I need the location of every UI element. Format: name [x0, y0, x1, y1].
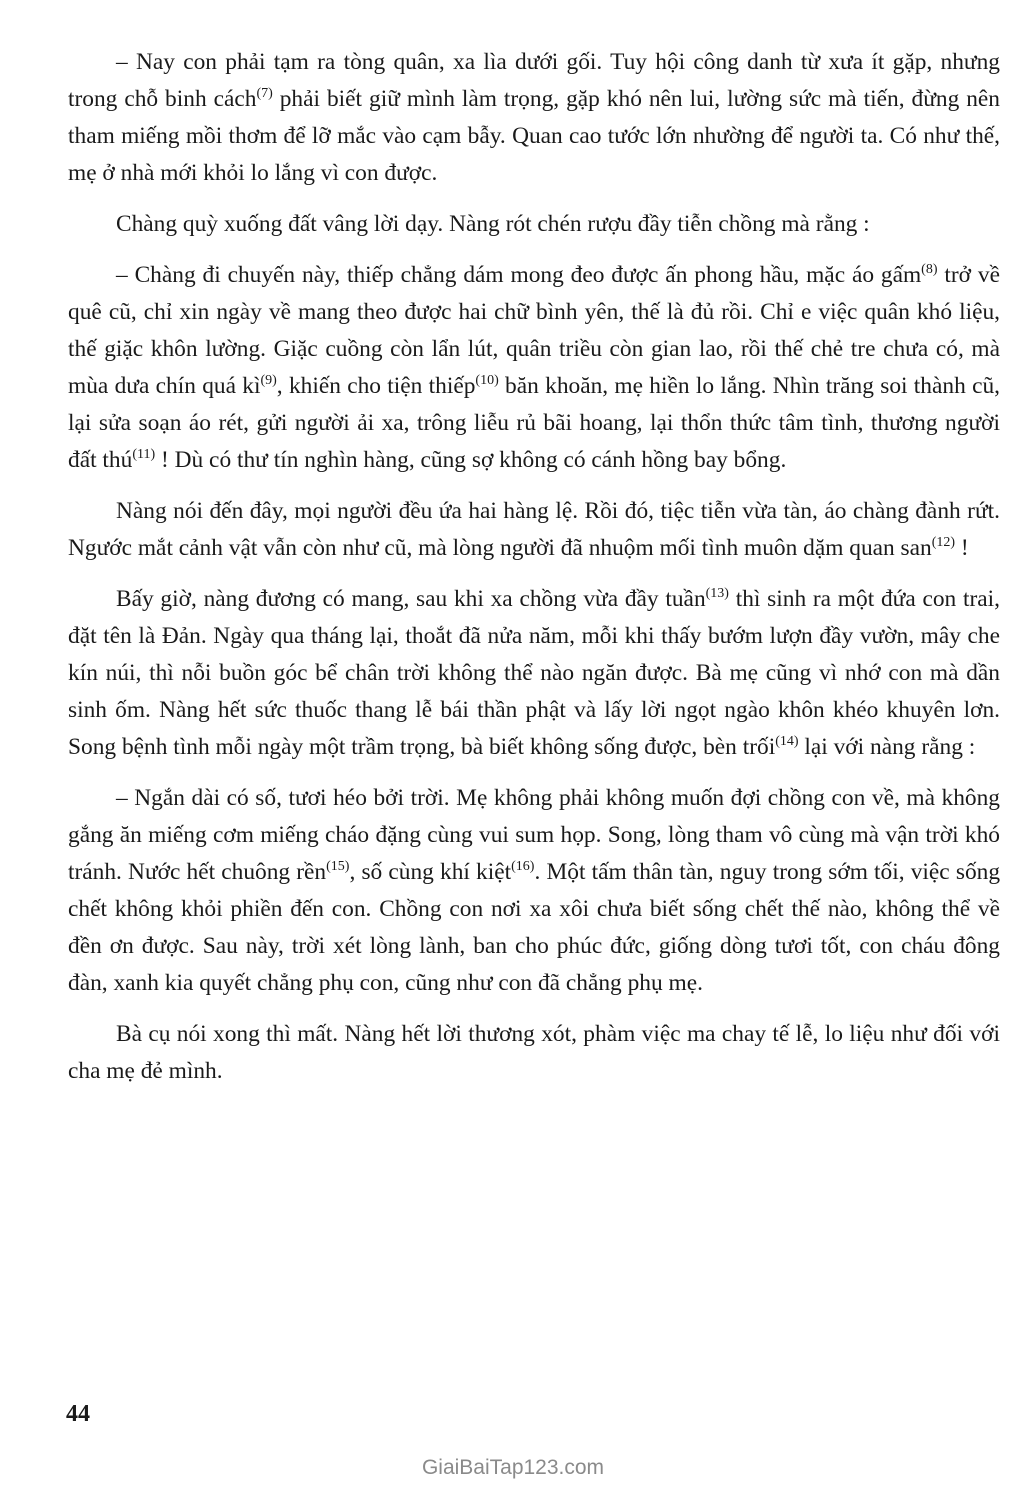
page-body	[68, 44, 1000, 1104]
footnote-marker: (12)	[931, 535, 956, 550]
paragraph-text: Nàng nói đến đây, mọi người đều ứa hai hàng lệ. Rồi đó, tiệc tiễn vừa tàn, áo chàng đành rứt. Ngước mắt cảnh vật vẫn còn như cũ, mà lòng người đã nhuộm mối tình muôn dặm quan san	[68, 498, 1000, 561]
footnote-marker: (13)	[705, 586, 729, 601]
paragraph-text: băn khoăn, mẹ hiền lo lắng. Nhìn trăng soi thành cũ, lại sửa soạn áo rét, gửi người ải xa, trông liễu rủ bãi hoang, lại thổn thức tâm tình, thương người đất thú	[68, 373, 1000, 473]
paragraph	[68, 493, 1000, 567]
paragraph-text: phải biết giữ mình làm trọng, gặp khó nên lui, lường sức mà tiến, đừng nên tham miếng mồi thơm để lỡ mắc vào cạm bẫy. Quan cao tước lớn nhường để người ta. Có như thế, mẹ ở nhà mới khỏi lo lắng vì con được.	[68, 86, 1000, 186]
footnote-marker: (7)	[256, 86, 273, 101]
paragraph-text: , số cùng khí kiệt	[349, 859, 512, 885]
paragraph	[68, 44, 1000, 192]
paragraph-text: – Nay con phải tạm ra tòng quân, xa lìa dưới gối. Tuy hội công danh từ xưa ít gặp, nhưng trong chỗ binh cách	[68, 49, 1000, 112]
paragraph-text: lại với nàng rằng :	[798, 734, 976, 760]
footnote-marker: (9)	[260, 373, 277, 388]
paragraph-text: – Chàng đi chuyến này, thiếp chẳng dám mong đeo được ấn phong hầu, mặc áo gấm	[116, 262, 922, 288]
footnote-marker: (15)	[326, 859, 350, 874]
paragraph	[68, 581, 1000, 766]
paragraph	[68, 257, 1000, 479]
footnote-marker: (8)	[921, 262, 938, 277]
footnote-marker: (14)	[775, 734, 799, 749]
paragraph-text: trở về quê cũ, chỉ xin ngày về mang theo được hai chữ bình yên, thế là đủ rồi. Chỉ e việc quân khó liệu, thế giặc khôn lường. Giặc cuồng còn lẩn lút, quân triều còn gian lao, rồi thế chẻ tre chưa có, mà mùa dưa chín quá kì	[68, 262, 1000, 399]
paragraph-text: thì sinh ra một đứa con trai, đặt tên là Đản. Ngày qua tháng lại, thoắt đã nửa năm, mỗi khi thấy bướm lượn đầy vườn, mây che kín núi, thì nỗi buồn góc bể chân trời không thể nào ngăn được. Bà mẹ cũng vì nhớ con mà dần sinh ốm. Nàng hết sức thuốc thang lễ bái thần phật và lấy lời ngọt ngào khôn khéo khuyên lơn. Song bệnh tình mỗi ngày một trầm trọng, bà biết không sống được, bèn trối	[68, 586, 1000, 760]
watermark: GiaiBaiTap123.com	[421, 1456, 605, 1479]
paragraph-text: Chàng quỳ xuống đất vâng lời dạy. Nàng rót chén rượu đầy tiễn chồng mà rằng :	[116, 211, 870, 237]
page-number: 44	[66, 1401, 90, 1427]
paragraph-text: Bấy giờ, nàng đương có mang, sau khi xa chồng vừa đầy tuần	[116, 586, 706, 612]
footnote-marker: (11)	[132, 447, 156, 462]
paragraph	[68, 206, 1000, 243]
paragraph-text: , khiến cho tiện thiếp	[276, 373, 476, 399]
paragraph-text: . Một tấm thân tàn, nguy trong sớm tối, việc sống chết không khỏi phiền đến con. Chồng con nơi xa xôi chưa biết sống chết thế nào, không thể về đền ơn được. Sau này, trời xét lòng lành, ban cho phúc đức, giống dòng tươi tốt, con cháu đông đàn, xanh kia quyết chẳng phụ con, cũng như con đã chẳng phụ mẹ.	[68, 859, 1001, 996]
paragraph-text: !	[955, 535, 969, 561]
paragraph-text: – Ngắn dài có số, tươi héo bởi trời. Mẹ không phải không muốn đợi chồng con về, mà không gắng ăn miếng cơm miếng cháo đặng cùng vui sum họp. Song, lòng tham vô cùng mà vận trời khó tránh. Nước hết chuông rền	[68, 785, 1000, 885]
text-column	[68, 44, 1000, 1090]
paragraph	[68, 780, 1000, 1002]
footnote-marker: (16)	[511, 859, 535, 874]
paragraph	[68, 1016, 1000, 1090]
paragraph-text: ! Dù có thư tín nghìn hàng, cũng sợ không có cánh hồng bay bổng.	[155, 447, 787, 473]
footnote-marker: (10)	[475, 373, 499, 388]
paragraph-text: Bà cụ nói xong thì mất. Nàng hết lời thương xót, phàm việc ma chay tế lễ, lo liệu như đối với cha mẹ đẻ mình.	[68, 1021, 1000, 1084]
